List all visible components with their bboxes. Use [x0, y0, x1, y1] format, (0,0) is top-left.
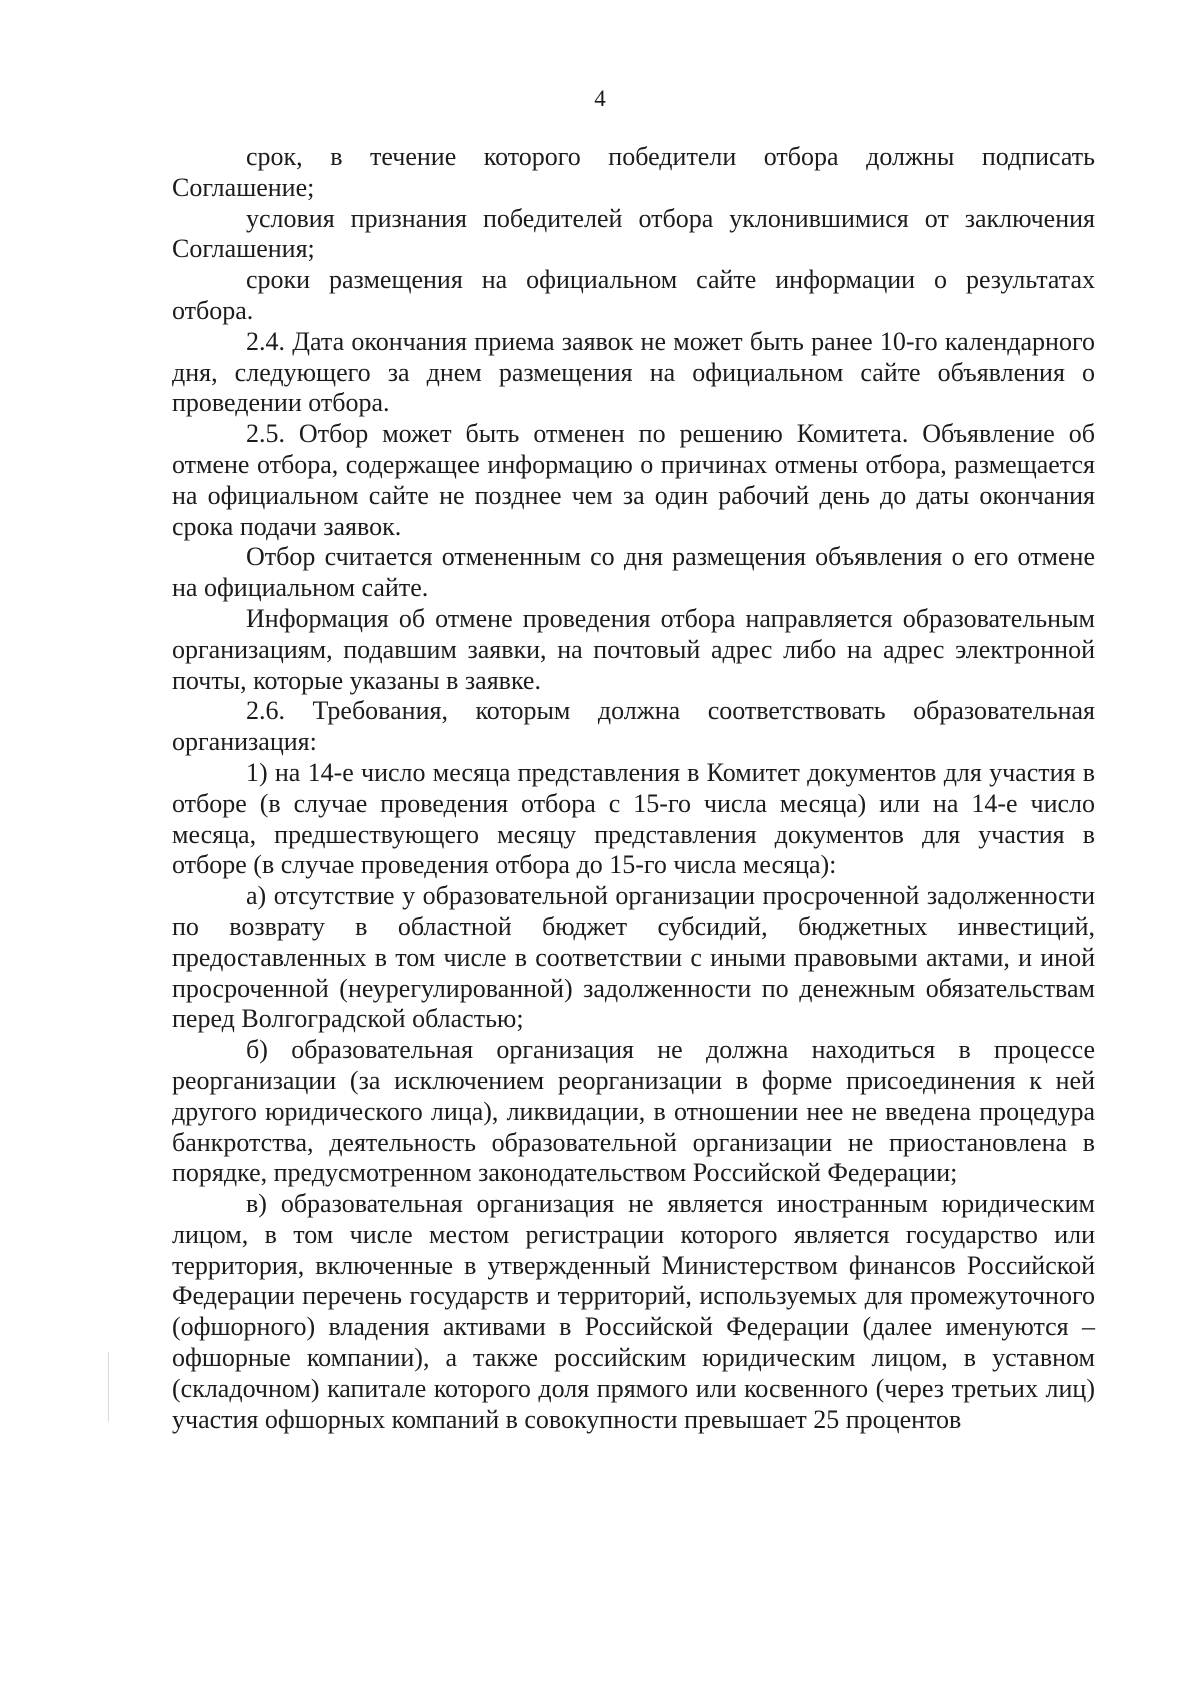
- paragraph: 2.6. Требования, которым должна соответствовать образовательная организация:: [172, 696, 1095, 757]
- paragraph: 2.4. Дата окончания приема заявок не может быть ранее 10-го календарного дня, следующего за днем размещения на официальном сайте объявления о проведении отбора.: [172, 326, 1095, 418]
- page-number: 4: [594, 86, 606, 111]
- paragraph: в) образовательная организация не является иностранным юридическим лицом, в том числе местом регистрации которого является государство или территория, включенные в утвержденный Министерством финансов Российской Федерации перечень государств и территорий, используемых для промежуточного (офшорного) владения активами в Российской Федерации (далее именуются – офшорные компании), а также российским юридическим лицом, в уставном (складочном) капитале которого доля прямого или косвенного (через третьих лиц) участия офшорных компаний в совокупности превышает 25 процентов: [172, 1189, 1095, 1434]
- paragraph: условия признания победителей отбора уклонившимися от заключения Соглашения;: [172, 203, 1095, 264]
- paragraph: 1) на 14-е число месяца представления в Комитет документов для участия в отборе (в случае проведения отбора с 15-го числа месяца) или на 14-е число месяца, предшествующего месяцу представления документов для участия в отборе (в случае проведения отбора до 15-го числа месяца):: [172, 757, 1095, 880]
- paragraph: срок, в течение которого победители отбора должны подписать Соглашение;: [172, 142, 1095, 202]
- document-body: [172, 142, 1095, 1435]
- paragraph: Информация об отмене проведения отбора направляется образовательным организациям, подавшим заявки, на почтовый адрес либо на адрес электронной почты, которые указаны в заявке.: [172, 603, 1095, 695]
- paragraph: сроки размещения на официальном сайте информации о результатах отбора.: [172, 265, 1095, 325]
- paragraph: б) образовательная организация не должна находиться в процессе реорганизации (за исключением реорганизации в форме присоединения к ней другого юридического лица), ликвидации, в отношении нее не введена процедура банкротства, деятельность образовательной организации не приостановлена в порядке, предусмотренном законодательством Российской Федерации;: [172, 1035, 1095, 1188]
- scan-margin-mark: [108, 1352, 109, 1422]
- paragraph: а) отсутствие у образовательной организации просроченной задолженности по возврату в областной бюджет субсидий, бюджетных инвестиций, предоставленных в том числе в соответствии с иными правовыми актами, и иной просроченной (неурегулированной) задолженности по денежным обязательствам перед Волгоградской областью;: [172, 881, 1095, 1034]
- paragraph: 2.5. Отбор может быть отменен по решению Комитета. Объявление об отмене отбора, содержащее информацию о причинах отмены отбора, размещается на официальном сайте не позднее чем за один рабочий день до даты окончания срока подачи заявок.: [172, 419, 1095, 541]
- paragraph: Отбор считается отмененным со дня размещения объявления о его отмене на официальном сайте.: [172, 542, 1095, 603]
